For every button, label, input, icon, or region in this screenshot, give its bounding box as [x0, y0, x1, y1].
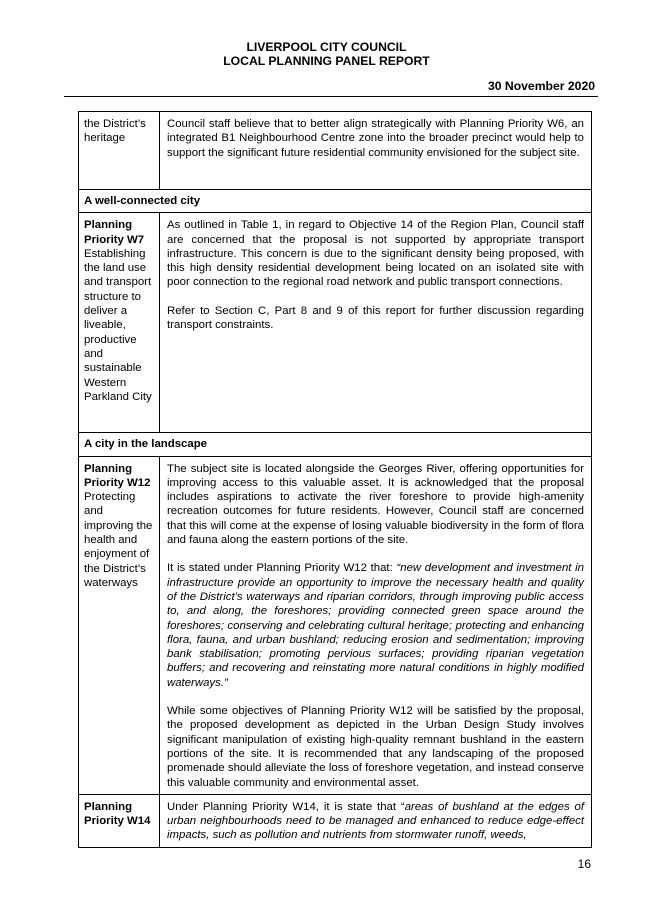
priority-title: Planning Priority W12 — [84, 462, 151, 489]
report-title: LOCAL PLANNING PANEL REPORT — [223, 54, 430, 68]
table-row — [79, 794, 592, 847]
paragraph: While some objectives of Planning Priority W12 will be satisfied by the proposal, the proposed development as depicted in the Urban Design Study involves significant manipulation of existing high-quality remnant bushland in the eastern portions of the site. It is recommended that any landscaping of the proposed promenade should alleviate the loss of foreshore vegetation, and instead conserve this valuable community and environmental asset. — [167, 705, 584, 789]
table-row — [79, 112, 592, 190]
paragraph: As outlined in Table 1, in regard to Objective 14 of the Region Plan, Council staff are concerned that the proposal is not supported by appropriate transport infrastructure. This concern is due to the significant density being proposed, with this high density residential development being located on an isolated site with poor connection to the regional road network and public transport connections. — [167, 219, 584, 289]
row-label — [79, 794, 160, 847]
planning-priorities-table — [78, 111, 592, 848]
priority-description: Protecting and improving the health and enjoyment of the District’s waterways — [84, 491, 153, 589]
quote-text: “new development and investment in infrastructure provide an opportunity to improve the necessary health and quality of the District’s waterways and riparian corridors, through improving public access to, and along, the foreshores; providing connected green space around the foreshores; conserving and celebrating cultural heritage; protecting and enhancing flora, fauna, and urban bushland; reducing erosion and sedimentation; improving bank stabilisation; promoting pervious surfaces; providing riparian vegetation buffers; and recovering and reinstating more natural conditions in highly modified waterways.” — [167, 562, 584, 689]
paragraph: Refer to Section C, Part 8 and 9 of this report for further discussion regarding transport constraints. — [167, 304, 584, 332]
paragraph: The subject site is located alongside the Georges River, offering opportunities for improving access to this valuable asset. It is acknowledged that the proposal includes aspirations to activate the river foreshore to provide high-amenity recreation outcomes for future residents. However, Council staff are concerned that this will come at the expense of losing valuable biodiversity in the form of flora and fauna along the eastern portions of the site. — [167, 462, 584, 547]
section-heading: A well-connected city — [79, 190, 592, 213]
row-label — [79, 213, 160, 433]
table-row — [79, 456, 592, 794]
paragraph — [167, 561, 584, 690]
table-row — [79, 213, 592, 433]
report-date: 30 November 2020 — [487, 79, 595, 93]
section-heading: A city in the landscape — [79, 433, 592, 456]
row-label — [79, 456, 160, 794]
row-text — [160, 456, 592, 794]
page-number: 16 — [577, 857, 591, 871]
row-text: Council staff believe that to better align strategically with Planning Priority W6, an integrated B1 Neighbourhood Centre zone into the broader precinct would help to support the significant future residential community envisioned for the subject site. — [160, 112, 592, 190]
header-rule — [64, 96, 598, 97]
council-name: LIVERPOOL CITY COUNCIL — [246, 40, 407, 54]
paragraph — [167, 800, 584, 843]
row-text — [160, 213, 592, 433]
priority-title: Planning Priority W14 — [84, 800, 151, 828]
quote-text: areas of bushland at the edges of urban neighbourhoods need to be managed and enhanced to reduce edge-effect impacts, such as pollution and nutrients from stormwater runoff, weeds, — [167, 800, 585, 842]
priority-title: Planning Priority W7 — [84, 219, 145, 246]
section-row — [79, 433, 592, 456]
row-label: the District’s heritage — [79, 112, 160, 190]
row-text — [160, 794, 592, 847]
priority-description: Establishing the land use and transport structure to deliver a liveable, productive and sustainable Western Parkland City — [84, 247, 152, 403]
quote-intro: It is stated under Planning Priority W12 that: — [167, 562, 397, 575]
quote-intro: Under Planning Priority W14, it is state that “ — [167, 800, 405, 813]
section-row — [79, 190, 592, 213]
